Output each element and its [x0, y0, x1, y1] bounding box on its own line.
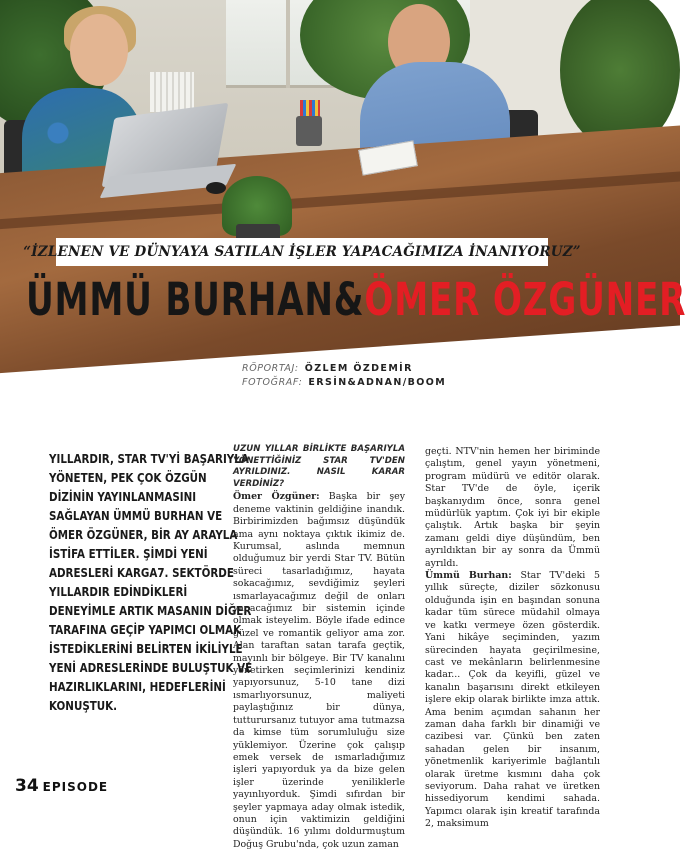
page-footer: [15, 776, 108, 796]
credit-label: FOTOĞRAF:: [242, 377, 303, 388]
answer-text: Başka bir şey deneme vaktinin geldiğine inandık. Birbirimizden bağımsız düşündük ama aynı noktaya çıktık ikimiz de. Kurumsal, aslında memnun olduğumuz bir yerdi Star TV. Bütün süreci tasarladığımız, hayata sokacağımız, sevdiğimiz şeyleri ısmarlayacağımız değil de onları yapacağımız bir sistemin içinde olmak isteyelim. Böyle ifade edince güzel ve romantik geliyor ama zor. Alan taraftan satan tarafa geçtik, mayınlı bir bölgeye. Bir TV kanalını yönetirken seçimlerinizi kendiniz yapıyorsunuz, 5-10 tane dizi ısmarlıyorsunuz, maliyeti paylaştığınız bir dünya, tutturursanız tutuyor ama tutmazsa da kimse tüm sorumluluğu size yüklemiyor. Üzerine çok çalışıp emek versek de ısmarladığımız işleri yapıyorduk ya da bize gelen işler üzerinde yeniliklerle yayınlıyorduk. Şimdi sıfırdan bir şeyler yapmaya aday olmak istedik, onun için vaktimizin geldiğini düşündük. 16 yılımı doldurmuştum Doğuş Grubu'nda, çok uzun zaman: [233, 491, 405, 850]
name-omer-ozguner: ÖMER ÖZGÜNER: [364, 272, 686, 326]
credits: [242, 362, 446, 390]
computer-mouse: [206, 182, 226, 194]
magazine-brand: EPISODE: [42, 780, 109, 794]
speaker-name: Ümmü Burhan:: [425, 570, 512, 582]
person-left-head: [70, 14, 128, 86]
article-column-2: [425, 446, 600, 831]
headline-quote-box: [23, 238, 581, 266]
credit-label: RÖPORTAJ:: [242, 363, 299, 374]
credit-photo: [242, 376, 446, 390]
answer-continuation: geçti. NTV'nin hemen her biriminde çalıştım, genel yayın yönetmeni, program müdürü ve editör olarak. Star TV'de de öyle, içerik başkanıydım önce, sonra genel müdürlük yaptım. Çok iyi bir ekiple çalıştık. Artık başka bir şeyin zamanı geldi diye düşündüm, ben ayrıldıktan bir ay sonra da Ümmü ayrıldı.: [425, 446, 600, 569]
credit-value: ERSİN&ADNAN/BOOM: [308, 377, 447, 388]
article-column-1: [233, 444, 405, 851]
radiator: [150, 72, 194, 112]
interview-question: UZUN YILLAR BİRLİKTE BAŞARIYLA YÖNETTİĞİNİZ STAR TV'DEN AYRILDINIZ. NASIL KARAR VERDİNİZ?: [233, 444, 405, 489]
name-ummu-burhan: ÜMMÜ BURHAN: [26, 272, 334, 326]
name-ampersand: &: [333, 272, 365, 326]
credit-interview: [242, 362, 446, 376]
intro-text: [49, 450, 254, 716]
headline-names: [26, 268, 686, 330]
headline-quote: “İZLENEN VE DÜNYAYA SATILAN İŞLER YAPACAĞIMIZA İNANIYORUZ”: [23, 244, 581, 260]
answer-paragraph: [425, 570, 600, 831]
speaker-name: Ömer Özgüner:: [233, 491, 320, 503]
page-number: 34: [15, 776, 39, 796]
answer-paragraph: [233, 491, 405, 851]
credit-value: ÖZLEM ÖZDEMİR: [304, 363, 413, 374]
intro-paragraph: YILLARDIR, STAR TV'Yİ BAŞARIYLA YÖNETEN, PEK ÇOK ÖZGÜN DİZİNİN YAYINLANMASINI SAĞLAYAN ÜMMÜ BURHAN VE ÖMER ÖZGÜNER, BİR AY ARAYLA İSTİFA ETTİLER. ŞİMDİ YENİ ADRESLERİ KARGA7. SEKTÖRDE YILLARDIR EDİNDİKLERİ DENEYİMLE ARTIK MASANIN DİĞER TARAFINA GEÇİP YAPIMCI OLMAK İSTEDİKLERİNİ BELİRTEN İKİLİYLE YENİ ADRESLERİNDE BULUŞTUK VE HAZIRLIKLARINI, HEDEFLERİNİ KONUŞTUK.: [49, 452, 253, 713]
answer-text: Star TV'deki 5 yıllık süreçte, diziler sözkonusu olduğunda işin en başından sonuna kadar tüm sürece müdahil olmaya ve katkı vermeye özen gösterdik. Yani hikâye seçiminden, yazım sürecinden hayata geçirilmesine, cast ve mekânların belirlenmesine kadar... Çok da keyifli, güzel ve kanalın başarısını direkt etkileyen işlere ekip olarak birlikte imza attık. Ama benim açımdan sahanın her zaman daha farklı bir dinamiği ve cazibesi var. Çünkü ben zaten sahadan gelen bir insanım, yönetmenlik kariyerimle bağlantılı olarak üretme kısmını daha çok seviyorum. Daha rahat ve üretken hissediyorum kendimi sahada. Yapımcı olarak işin kreatif tarafında 2, maksimum: [425, 570, 600, 830]
pen-cup: [296, 116, 322, 146]
